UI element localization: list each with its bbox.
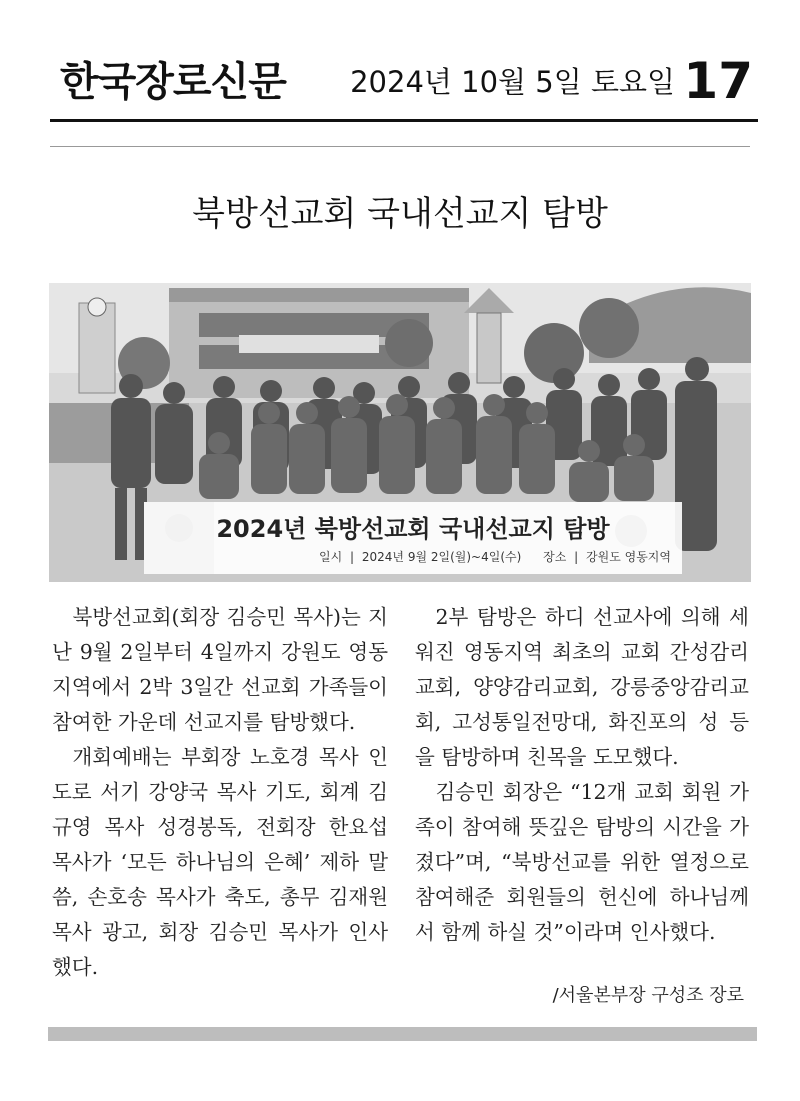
article-column-left — [52, 600, 388, 985]
article-paragraph: 북방선교회(회장 김승민 목사)는 지난 9월 2일부터 4일까지 강원도 영동지역에서 2박 3일간 선교회 가족들이 참여한 가운데 선교지를 탐방했다. — [52, 605, 388, 734]
article-headline: 북방선교회 국내선교지 탐방 — [192, 194, 608, 234]
page-footer-bar — [48, 1027, 757, 1041]
masthead-rule — [50, 119, 758, 122]
banner-title: 2024년 북방선교회 국내선교지 탐방 — [216, 515, 610, 543]
article-paragraph: 개회예배는 부회장 노호경 목사 인도로 서기 강양국 목사 기도, 회계 김규영 목사 성경봉독, 전회장 한요섭 목사가 ‘모든 하나님의 은혜’ 제하 말씀, 손호송 목사가 축도, 총무 김재원 목사 광고, 회장 김승민 목사가 인사했다. — [52, 745, 388, 979]
article-paragraph: 2부 탐방은 하디 선교사에 의해 세워진 영동지역 최초의 교회 간성감리교회, 양양감리교회, 강릉중앙감리교회, 고성통일전망대, 화진포의 성 등을 탐방하며 친목을 도모했다. — [415, 605, 749, 769]
schedule-value: 2024년 9월 2일(월)~4일(수) — [361, 550, 522, 564]
divider: | — [350, 550, 355, 564]
place-label: 장소 — [543, 550, 567, 564]
article-column-right — [415, 600, 749, 950]
photo-banner — [144, 502, 682, 574]
byline: /서울본부장 구성조 장로 — [552, 985, 744, 1006]
newspaper-name: 한국장로신문 — [60, 59, 286, 105]
article-paragraph: 김승민 회장은 “12개 교회 회원 가족이 참여해 뜻깊은 탐방의 시간을 가졌다”며, “북방선교를 위한 열정으로 참여해준 회원들의 헌신에 하나님께서 함께 하실 것”이라며 인사했다. — [415, 780, 749, 944]
issue-date: 2024년 10월 5일 토요일 — [350, 65, 675, 99]
divider: | — [574, 550, 579, 564]
schedule-label: 일시 — [319, 550, 343, 564]
banner-details — [319, 548, 675, 565]
page-number: 17 — [683, 52, 753, 110]
place-value: 강원도 영동지역 — [586, 550, 671, 564]
section-rule — [50, 146, 750, 147]
masthead — [55, 52, 755, 112]
group-photo — [49, 283, 751, 582]
